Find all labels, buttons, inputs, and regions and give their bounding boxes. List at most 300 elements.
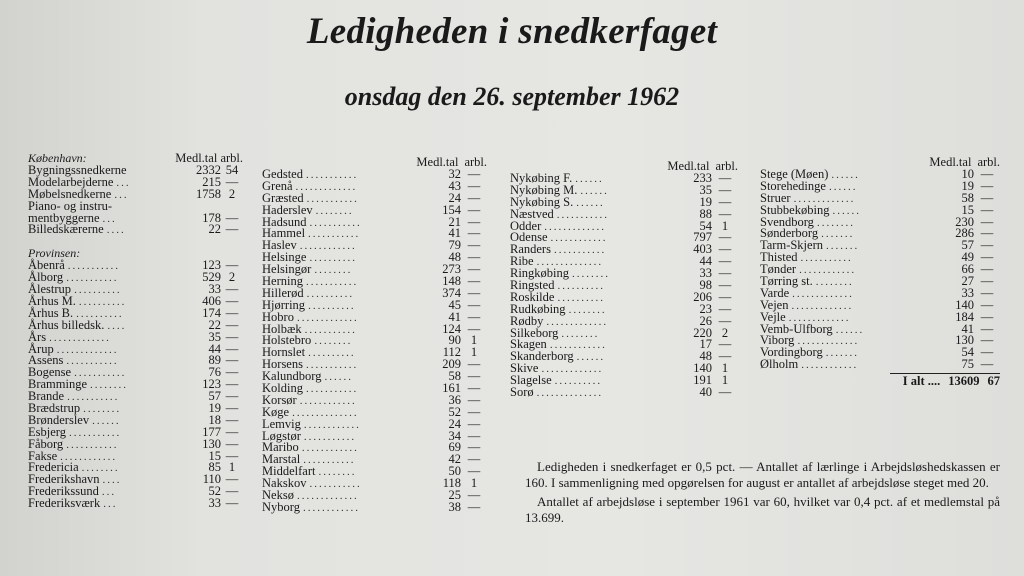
row-unemployed-count: —	[718, 171, 732, 185]
row-unemployed-count: —	[467, 262, 481, 277]
row-name: Græsted	[262, 190, 304, 205]
row-member-count: 19	[208, 401, 221, 416]
row-leader-dots: ......	[324, 372, 353, 384]
row-name: Roskilde	[510, 289, 555, 304]
row-unemployed-count: —	[980, 321, 994, 336]
row-member-count: 206	[693, 289, 712, 304]
row-unemployed-count: —	[980, 250, 994, 265]
row-member-count: 15	[961, 202, 974, 217]
row-name: Brædstrup	[28, 401, 81, 416]
column-4	[760, 157, 1000, 388]
row-member-count: 57	[208, 389, 221, 404]
row-leader-dots: ............	[550, 233, 608, 245]
row-name: Fredericia	[28, 460, 79, 475]
row-unemployed-count: —	[980, 309, 994, 324]
row-leader-dots: ...........	[309, 479, 362, 491]
row-member-count: 48	[699, 349, 712, 364]
row-leader-dots: ...........	[305, 170, 359, 181]
row-name: Slagelse	[510, 373, 552, 388]
row-unemployed-count: —	[718, 301, 732, 316]
section-heading-kobenhavn: København:	[28, 151, 87, 165]
row-leader-dots: ...........	[303, 455, 356, 467]
row-member-count: 230	[955, 214, 974, 229]
row-leader-dots: ............	[799, 265, 857, 277]
row-unemployed-count: —	[467, 250, 481, 265]
row-member-count: 41	[961, 321, 974, 336]
row-unemployed-count: —	[718, 230, 732, 245]
notes-text	[525, 459, 1000, 529]
row-member-count: 24	[448, 416, 461, 431]
row-unemployed-count: —	[225, 412, 239, 427]
row-member-count: 148	[442, 274, 461, 289]
row-name: Ringsted	[510, 278, 555, 293]
row-leader-dots: ...........	[303, 431, 357, 443]
row-name: Vemb-Ulfborg	[760, 321, 833, 336]
row-name: Viborg	[760, 333, 795, 348]
row-unemployed-count: —	[467, 369, 481, 384]
row-leader-dots: ..............	[536, 257, 604, 269]
row-unemployed-count: —	[718, 242, 732, 257]
row-name: Nyborg	[262, 499, 300, 514]
row-name: Stege (Møen)	[760, 167, 829, 181]
row-name: Modelarbejderne	[28, 174, 114, 189]
row-leader-dots: ......	[576, 352, 606, 364]
row-name: Hadsund	[262, 214, 307, 229]
row-unemployed-count: —	[225, 329, 239, 344]
total-value: 13609	[948, 374, 980, 389]
row-name: Vejen	[760, 297, 789, 312]
row-name: Lemvig	[262, 416, 301, 431]
row-name: Kolding	[262, 381, 303, 396]
row-member-count: 26	[699, 313, 712, 328]
row-member-count: 19	[699, 194, 712, 209]
row-unemployed-count: —	[225, 496, 239, 511]
header-arbl: arbl.	[220, 151, 243, 165]
row-unemployed-count: —	[980, 202, 994, 217]
row-leader-dots: ...........	[800, 253, 853, 265]
row-name: Haderslev	[262, 202, 313, 217]
row-member-count: 22	[208, 222, 221, 237]
row-unemployed-count: —	[467, 309, 481, 324]
row-unemployed-count: —	[225, 436, 239, 451]
row-member-count: 118	[442, 476, 461, 491]
row-member-count: 177	[202, 424, 221, 439]
row-name: Århus billedsk.	[28, 317, 105, 332]
row-name: Hornslet	[262, 345, 306, 360]
row-member-count: 44	[208, 341, 221, 356]
row-unemployed-count: —	[718, 313, 732, 328]
row-name: Maribo	[262, 440, 299, 455]
row-name: Nykøbing S.	[510, 194, 574, 209]
row-name: Storehedinge	[760, 178, 826, 193]
row-unemployed-count: —	[467, 357, 481, 372]
row-member-count: 130	[202, 436, 221, 451]
row-name: Hammel	[262, 226, 306, 241]
row-member-count: 34	[448, 428, 461, 443]
row-member-count: 2332	[196, 163, 221, 177]
row-leader-dots: ......	[835, 324, 865, 336]
row-leader-dots: ............	[60, 451, 118, 463]
row-name: Års	[28, 329, 47, 344]
total-unemployed: 67	[987, 374, 1000, 389]
row-name: Korsør	[262, 392, 297, 407]
row-unemployed-count: —	[225, 258, 239, 273]
header-medl: Medl.tal	[416, 155, 459, 169]
column-2	[262, 157, 487, 514]
row-member-count: 25	[448, 488, 461, 503]
row-unemployed-count: —	[718, 278, 732, 293]
row-unemployed-count: —	[225, 341, 239, 356]
row-member-count: 79	[448, 238, 461, 253]
row-name: Neksø	[262, 488, 294, 503]
row-member-count: 40	[699, 385, 712, 400]
row-leader-dots: ..............	[536, 388, 604, 400]
header-arbl: arbl.	[977, 155, 1000, 169]
row-unemployed-count: —	[467, 321, 481, 336]
row-name: Ringkøbing	[510, 266, 570, 281]
notes-paragraph-2: Antallet af arbejdsløse i september 1961 var 60, hvilket var 0,4 pct. af et medlemstal på 13.699.	[525, 494, 1000, 525]
row-leader-dots: .............	[546, 316, 609, 328]
row-member-count: 54	[961, 345, 974, 360]
row-unemployed-count: —	[467, 178, 481, 193]
header-arbl: arbl.	[464, 155, 487, 169]
row-name: Århus B.	[28, 305, 74, 320]
row-unemployed-count: —	[467, 499, 481, 514]
row-name: Marstal	[262, 452, 301, 467]
row-unemployed-count: —	[718, 349, 732, 364]
row-member-count: 36	[448, 392, 461, 407]
row-name: Stubbekøbing	[760, 202, 830, 217]
row-leader-dots: ...........	[305, 384, 359, 396]
column-3-list	[510, 173, 738, 399]
row-unemployed-count: —	[980, 285, 994, 300]
row-member-count: 45	[448, 297, 461, 312]
row-leader-dots: ............	[302, 502, 360, 514]
row-unemployed-count: —	[718, 182, 732, 197]
row-member-count: 19	[961, 178, 974, 193]
row-unemployed-count: —	[467, 214, 481, 229]
row-name: Køge	[262, 404, 290, 419]
row-unemployed-count: —	[225, 282, 239, 297]
row-unemployed-count: —	[718, 337, 732, 352]
notes-paragraph-1: Ledigheden i snedkerfaget er 0,5 pct. — Antallet af lærlinge i Arbejdsløshedskassen er 160. I sammenligning med opgørelsen for august er antallet af arbejdsløse steget med 20.	[525, 459, 1000, 490]
row-unemployed-count: —	[467, 428, 481, 443]
row-member-count: 286	[955, 226, 974, 241]
row-leader-dots: ...........	[308, 229, 361, 241]
table-row	[28, 498, 243, 510]
row-name: Horsens	[262, 357, 303, 372]
row-unemployed-count: —	[718, 206, 732, 221]
row-member-count: 32	[448, 167, 461, 181]
row-name: Odder	[510, 218, 542, 233]
row-member-count: 66	[961, 262, 974, 277]
row-unemployed-count: —	[467, 488, 481, 503]
row-leader-dots: ....	[106, 225, 126, 237]
row-member-count: 130	[955, 333, 974, 348]
table-row	[760, 359, 1000, 371]
table-row	[28, 224, 243, 236]
row-name: Ålborg	[28, 270, 64, 285]
row-unemployed-count: —	[980, 190, 994, 205]
row-member-count: 89	[208, 353, 221, 368]
row-member-count: 42	[448, 452, 461, 467]
row-leader-dots: .............	[296, 491, 359, 503]
row-unemployed-count: —	[225, 389, 239, 404]
row-leader-dots: ...........	[304, 324, 357, 336]
row-member-count: 38	[448, 499, 461, 514]
row-member-count: 43	[448, 178, 461, 193]
row-member-count: 90	[448, 333, 461, 348]
row-unemployed-count: —	[980, 345, 994, 360]
row-leader-dots: ........	[318, 467, 357, 479]
row-unemployed-count: —	[225, 424, 239, 439]
page-subtitle: onsdag den 26. september 1962	[344, 82, 680, 111]
row-unemployed-count: —	[225, 222, 239, 237]
row-unemployed-count: —	[467, 202, 481, 217]
row-leader-dots: ...........	[68, 427, 122, 439]
row-name: Brønderslev	[28, 412, 90, 427]
row-leader-dots: ...........	[309, 217, 362, 229]
row-member-count: 33	[208, 282, 221, 297]
row-leader-dots: ..........	[554, 376, 603, 388]
row-leader-dots: .............	[56, 344, 119, 356]
row-leader-dots: ......	[832, 205, 861, 217]
row-member-count: 88	[699, 206, 712, 221]
row-name: Løgstør	[262, 428, 301, 443]
row-leader-dots: ......	[92, 415, 121, 427]
row-leader-dots: ....	[107, 320, 127, 332]
row-member-count: 15	[208, 448, 221, 463]
column-4-list	[760, 169, 1000, 371]
row-unemployed-count: —	[225, 377, 239, 392]
row-name: Rudkøbing	[510, 301, 566, 316]
row-name: Esbjerg	[28, 424, 66, 439]
row-member-count: 161	[442, 381, 461, 396]
row-unemployed-count: —	[225, 448, 239, 463]
section-heading-provinsen: Provinsen:	[28, 246, 81, 261]
row-name: Skive	[510, 361, 539, 376]
row-member-count: 75	[961, 357, 974, 372]
row-leader-dots: ..........	[308, 348, 356, 360]
row-leader-dots: .............	[49, 332, 111, 344]
row-unemployed-count: —	[467, 440, 481, 455]
row-name: Tønder	[760, 262, 797, 277]
row-unemployed-count: —	[718, 254, 732, 269]
row-member-count: 233	[693, 171, 712, 185]
row-member-count: 406	[202, 294, 221, 309]
row-leader-dots: .......	[826, 241, 860, 253]
row-leader-dots: ...........	[305, 360, 359, 372]
row-unemployed-count: 2	[721, 325, 729, 340]
row-leader-dots: ............	[303, 419, 361, 431]
row-member-count: 24	[448, 190, 461, 205]
row-member-count: 178	[202, 210, 221, 225]
row-unemployed-count: —	[225, 294, 239, 309]
row-leader-dots: ...........	[66, 356, 119, 368]
row-leader-dots: ........	[561, 328, 600, 340]
row-unemployed-count: —	[225, 484, 239, 499]
row-unemployed-count: —	[467, 167, 481, 181]
row-member-count: 140	[693, 361, 712, 376]
row-name: Hjørring	[262, 297, 306, 312]
row-name: Årup	[28, 341, 54, 356]
row-member-count: 154	[442, 202, 461, 217]
row-unemployed-count: 1	[470, 333, 478, 348]
row-unemployed-count: —	[980, 238, 994, 253]
row-leader-dots: ...	[114, 189, 129, 201]
row-unemployed-count: 1	[721, 361, 729, 376]
row-name: Vordingborg	[760, 345, 823, 360]
row-leader-dots: ......	[575, 174, 604, 185]
row-leader-dots: ........	[90, 380, 129, 392]
row-leader-dots: ....	[102, 475, 122, 487]
row-leader-dots: ........	[81, 463, 120, 475]
kobenhavn-list	[28, 165, 243, 236]
row-name: Grenå	[262, 178, 293, 193]
row-leader-dots: ........	[815, 277, 854, 289]
row-leader-dots: ......	[831, 170, 860, 181]
row-leader-dots: .............	[296, 312, 359, 324]
row-leader-dots: .......	[821, 229, 855, 241]
row-member-count: 140	[955, 297, 974, 312]
row-leader-dots: ..........	[309, 253, 357, 265]
row-name: Struer	[760, 190, 791, 205]
row-member-count: 58	[961, 190, 974, 205]
row-name: mentbyggerne	[28, 210, 100, 225]
row-name: Åbenrå	[28, 258, 65, 273]
row-unemployed-count: —	[980, 357, 994, 372]
table-row	[510, 387, 738, 399]
row-leader-dots: .............	[793, 193, 856, 205]
row-leader-dots: .............	[788, 312, 851, 324]
row-leader-dots: .............	[791, 300, 854, 312]
row-member-count: 33	[208, 496, 221, 511]
row-unemployed-count: —	[467, 297, 481, 312]
row-unemployed-count: —	[225, 317, 239, 332]
row-unemployed-count: 54	[225, 163, 239, 177]
row-leader-dots: ...........	[556, 209, 609, 221]
header-arbl: arbl.	[715, 159, 738, 173]
row-unemployed-count: —	[467, 190, 481, 205]
column-2-list	[262, 169, 487, 514]
table-row	[262, 499, 487, 514]
row-unemployed-count: 1	[721, 218, 729, 233]
row-unemployed-count: —	[225, 472, 239, 487]
row-unemployed-count: —	[718, 385, 732, 400]
row-unemployed-count: —	[467, 416, 481, 431]
row-unemployed-count: —	[980, 178, 994, 193]
row-name: Nykøbing F.	[510, 171, 573, 185]
row-member-count: 123	[202, 258, 221, 273]
row-member-count: 49	[961, 250, 974, 265]
row-name: Ribe	[510, 254, 534, 269]
row-name: Møbelsnedkerne	[28, 186, 112, 201]
row-name: Helsinge	[262, 250, 307, 265]
row-unemployed-count: —	[980, 226, 994, 241]
row-member-count: 52	[448, 404, 461, 419]
row-name: Varde	[760, 285, 790, 300]
row-unemployed-count: —	[980, 274, 994, 289]
row-leader-dots: ..........	[308, 300, 356, 312]
row-member-count: 76	[208, 365, 221, 380]
provinsen-list	[28, 260, 243, 510]
row-name: Randers	[510, 242, 551, 257]
row-leader-dots: .............	[541, 364, 604, 376]
row-name: Gedsted	[262, 167, 303, 181]
row-name: Thisted	[760, 250, 798, 265]
row-name: Sønderborg	[760, 226, 819, 241]
page-title: Ledigheden i snedkerfaget	[306, 11, 718, 52]
row-member-count: 44	[699, 254, 712, 269]
row-name: Helsingør	[262, 262, 312, 277]
row-member-count: 112	[442, 345, 461, 360]
row-name: Tarm-Skjern	[760, 238, 823, 253]
row-member-count: 123	[202, 377, 221, 392]
row-leader-dots: ..........	[74, 285, 122, 297]
row-leader-dots: .......	[825, 348, 859, 360]
row-name: Assens	[28, 353, 64, 368]
row-member-count: 69	[448, 440, 461, 455]
row-member-count: 52	[208, 484, 221, 499]
row-unemployed-count: —	[225, 210, 239, 225]
row-name: Rødby	[510, 313, 544, 328]
row-name: Fakse	[28, 448, 58, 463]
row-leader-dots: ...........	[74, 368, 127, 380]
row-unemployed-count: —	[467, 238, 481, 253]
row-leader-dots: ..........	[557, 292, 605, 304]
row-name: Nakskov	[262, 476, 307, 491]
row-member-count: 10	[961, 167, 974, 181]
row-name: Ølholm	[760, 357, 799, 372]
row-leader-dots: ........	[83, 404, 122, 416]
row-leader-dots: ........	[816, 217, 855, 229]
row-unemployed-count: —	[718, 194, 732, 209]
row-member-count: 797	[693, 230, 712, 245]
row-leader-dots: ........	[572, 269, 611, 281]
row-leader-dots: ..........	[557, 281, 605, 293]
row-member-count: 403	[693, 242, 712, 257]
row-leader-dots: ........	[314, 265, 353, 277]
row-name: Bramminge	[28, 377, 88, 392]
row-name: Næstved	[510, 206, 554, 221]
row-leader-dots: ...........	[306, 193, 359, 205]
row-member-count: 191	[693, 373, 712, 388]
header-medl: Medl.tal	[929, 155, 972, 169]
row-name: Kalundborg	[262, 369, 322, 384]
row-member-count: 54	[699, 218, 712, 233]
row-unemployed-count: —	[467, 274, 481, 289]
row-leader-dots: .............	[295, 181, 358, 193]
row-name: Silkeborg	[510, 325, 559, 340]
row-unemployed-count: —	[467, 392, 481, 407]
row-member-count: 209	[442, 357, 461, 372]
row-member-count: 85	[208, 460, 221, 475]
row-name: Skagen	[510, 337, 547, 352]
row-name: Ålestrup	[28, 282, 72, 297]
row-name: Frederikshavn	[28, 472, 100, 487]
row-member-count: 17	[699, 337, 712, 352]
row-member-count: 174	[202, 305, 221, 320]
row-name: Herning	[262, 274, 303, 289]
row-member-count: 33	[699, 266, 712, 281]
row-name: Frederikssund	[28, 484, 99, 499]
row-leader-dots: ............	[549, 340, 607, 352]
row-leader-dots: ............	[301, 443, 359, 455]
row-leader-dots: ......	[580, 185, 609, 197]
row-leader-dots: ...........	[67, 392, 120, 404]
row-leader-dots: ..........	[76, 308, 124, 320]
row-unemployed-count: —	[718, 289, 732, 304]
